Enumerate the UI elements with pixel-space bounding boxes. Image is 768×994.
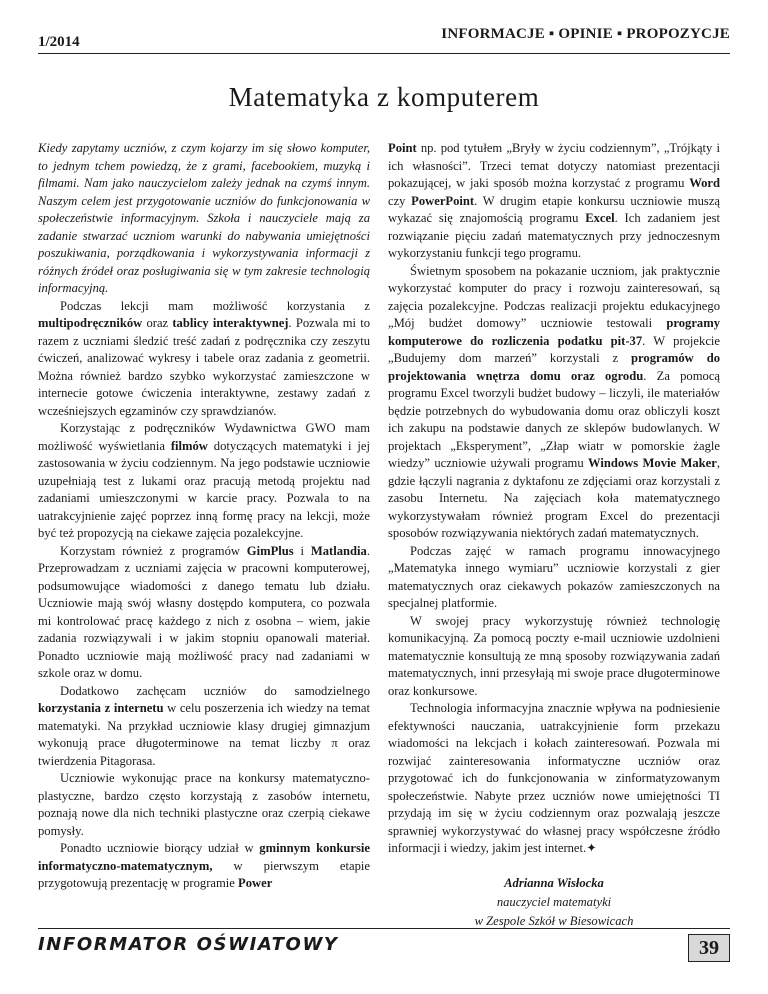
text-run: w celu poszerzenia ich wiedzy na temat matematyki. Na przykład uczniowie klasy drugiej gimnazjum wykonują prace długoterminowe na temat liczby π oraz twierdzenia Pitagorasa. (38, 701, 370, 768)
body-paragraph (388, 140, 720, 263)
text-run: . Ich zadaniem jest rozwiązanie pięciu zadań matematycznych przy jednoczesnym wykorzystaniu funkcji tego programu. (388, 211, 720, 260)
bold-term: programy komputerowe do rozliczenia podatku pit-37 (388, 316, 720, 348)
text-run: Dodatkowo zachęcam uczniów do samodzielnego (60, 683, 370, 698)
text-run: . W drugim etapie konkursu uczniowie muszą wykazać się znajomością programu (388, 193, 720, 225)
article-title: Matematyka z komputerem (228, 82, 540, 112)
text-run: i (293, 543, 311, 558)
body-paragraph (38, 298, 370, 421)
text-run: . Za pomocą programu Excel tworzyli budżet budowy – liczyli, ile materiałów będzie potrzebnych do wybudowania domu oraz obliczyli koszt ich zakupu na podstawie danych ze sklepów budowlanych. W projektach „Eksperyment”, „Złap wiatr w pomorskie żagle wiedzy” uczniowie używali programu (388, 368, 721, 470)
magazine-brand: INFORMATOR OŚWIATOWY (38, 934, 339, 955)
text-run: czy (388, 193, 412, 208)
text-run: dotyczących matematyki i jej zastosowania w życiu codziennym. Na jego podstawie uczniowie uzupełniają test z lukami oraz pracują metodą projektu nad zadaniami umieszczonymi w karcie pracy. Pozwala to na uatrakcyjnienie zajęć poprzez inną formę pracy na lekcji, może być też propozycją na ciekawe zajęcia pozalekcyjne. (38, 438, 370, 540)
text-run: . Pozwala mi to razem z uczniami śledzić treść zadań z podręcznika czy zeszytu ćwiczeń, analizować wykresy i tabele oraz zadania z geometrii. Można również bardzo szybko wykorzystać zamieszczone w internecie gotowe ćwiczenia interaktywne, zestawy zadań z wcześniejszych egzaminów czy sprawdzianów. (38, 316, 371, 418)
author-name: Adrianna Wisłocka (504, 875, 604, 890)
author-role: nauczyciel matematyki (496, 894, 612, 909)
text-run: Korzystając z podręczników Wydawnictwa GWO mam możliwość wyświetlania (38, 421, 370, 453)
body-paragraph (38, 543, 370, 683)
bold-term: korzystania z internetu (38, 701, 164, 715)
text-run: Ponadto uczniowie biorący udział w (60, 841, 260, 855)
body-paragraph (38, 840, 370, 893)
end-mark-icon: ✦ (586, 841, 597, 855)
text-run: Technologia informacyjna znacznie wpływa na podniesienie efektywności nauczania, uatrakcyjnienie form przekazu wiadomości na lekcjach i kołach zainteresowań. Pozwala mi rozwijać zainteresowania informatyczne uczniów oraz przygotować ich do funkcjonowania w zinformatyzowanym społeczeństwie. Nabyte przez uczniów nowe umiejętności TI przydają im się w życiu codziennym oraz pozwalają jeszcze sprawniej wykorzystywać do własnej pracy współczesne źródło informacji i wiedzy, jakim jest internet. (388, 701, 720, 855)
footer-rule (38, 928, 730, 929)
left-column (38, 140, 370, 893)
author-school: w Zespole Szkół w Biesowicach (474, 913, 634, 928)
body-paragraph (38, 420, 370, 543)
bold-term: PowerPoint (411, 193, 475, 208)
issue-number: 1/2014 (38, 34, 80, 50)
text-run: Korzystam również z programów (60, 543, 247, 558)
page-number: 39 (688, 934, 730, 962)
text-run: , gdzie łączyli nagrania z dyktafonu ze zdjęciami oraz korzystali z zasobu Internetu. Na zajęciach koła matematycznego wykorzystywałam również program Excel do prezentacji sposobów rozwiązywania niektórych zadań matematycznych. (388, 456, 720, 540)
bold-term: Excel (585, 211, 615, 225)
body-paragraph (388, 700, 720, 858)
text-run: oraz (142, 316, 173, 330)
page-header (38, 22, 730, 54)
right-column (388, 140, 720, 931)
body-paragraph: W swojej pracy wykorzystuję również technologię komunikacyjną. Za pomocą poczty e-mail uczniowie uzdolnieni matematycznie konsultują ze mną sposoby rozwiązywania zadań matematycznych, inni przesyłają mi swoje prace długoterminowe oraz konkursowe. (388, 613, 720, 698)
text-run: w pierwszym etapie przygotowują prezentację w programie (38, 858, 370, 890)
bold-term: Point (388, 141, 417, 155)
signature (388, 874, 720, 931)
text-run: Świetnym sposobem na pokazanie uczniom, jak praktycznie wykorzystać komputer do pracy i rozwoju zainteresowań, są zajęcia pozalekcyjne. Podczas realizacji projektu edukacyjnego „Mój budżet domowy” uczniowie testowali (388, 263, 720, 330)
bold-term: Power (238, 876, 273, 890)
body-paragraph (38, 683, 370, 771)
body-paragraph (388, 263, 720, 543)
bold-term: tablicy interaktywnej (172, 316, 289, 330)
bold-term: filmów (170, 438, 208, 453)
header-rule (38, 53, 730, 54)
bold-term: programów do projektowania wnętrza domu oraz ogrodu (388, 351, 720, 383)
bold-term: gminnym konkursie informatyczno-matematycznym, (38, 841, 370, 873)
text-run: . W projekcie „Budujemy dom marzeń” korzystali z (388, 333, 720, 365)
text-run: . Przeprowadzam z uczniami zajęcia w pracowni komputerowej, podsumowujące wiadomości z danego tematu lub działu. Uczniowie mają swój własny dostępdo komputera, co pozwala mi kontrolować pracę każdego z nich z osobna – wiem, jakie zadania rozwiązywali i w jakim stopniu opanowali materiał. Ponadto uczniowie mają możliwość pracy nad zadaniami w szkole oraz w domu. (38, 543, 370, 680)
body-paragraph: Podczas zajęć w ramach programu innowacyjnego „Matematyka innego wymiaru” uczniowie korzystali z gier matematycznych oraz ciekawych pokazów zamieszczonych na specjalnej platformie. (388, 543, 720, 610)
text-run: Podczas lekcji mam możliwość korzystania z (60, 298, 370, 313)
bold-term: multipodręczników (38, 316, 143, 330)
section-title: INFORMACJE ▪ OPINIE ▪ PROPOZYCJE (441, 26, 730, 42)
bold-term: Word (689, 176, 720, 190)
bold-term: GimPlus (246, 543, 294, 558)
body-paragraph: Uczniowie wykonując prace na konkursy matematyczno-plastyczne, bardzo często korzystają z zasobów internetu, poznają nowe dla nich techniki plastyczne oraz czerpią ciekawe pomysły. (38, 771, 370, 838)
lead-paragraph: Kiedy zapytamy uczniów, z czym kojarzy im się słowo komputer, to jednym tchem powiedzą, że z grami, facebookiem, muzyką i filmami. Nam jako nauczycielom zależy jednak na czymś innym. Naszym celem jest przygotowanie uczniów do funkcjonowania w społeczeństwie informacyjnym. Szkoła i nauczyciele mają za zadanie stwarzać uczniom warunki do nabywania umiejętności poszukiwania, porządkowania i wykorzystywania informacji z różnych źródeł oraz posługiwania się w tym zakresie technologią informacyjną. (38, 141, 370, 295)
bold-term: Matlandia (310, 543, 367, 558)
bold-term: Windows Movie Maker (588, 456, 717, 470)
text-run: np. pod tytułem „Bryły w życiu codziennym”, „Trójkąty i ich własności”. Trzeci temat dotyczy natomiast prezentacji pokazującej, w jaki sposób można korzystać z programu (388, 141, 720, 190)
